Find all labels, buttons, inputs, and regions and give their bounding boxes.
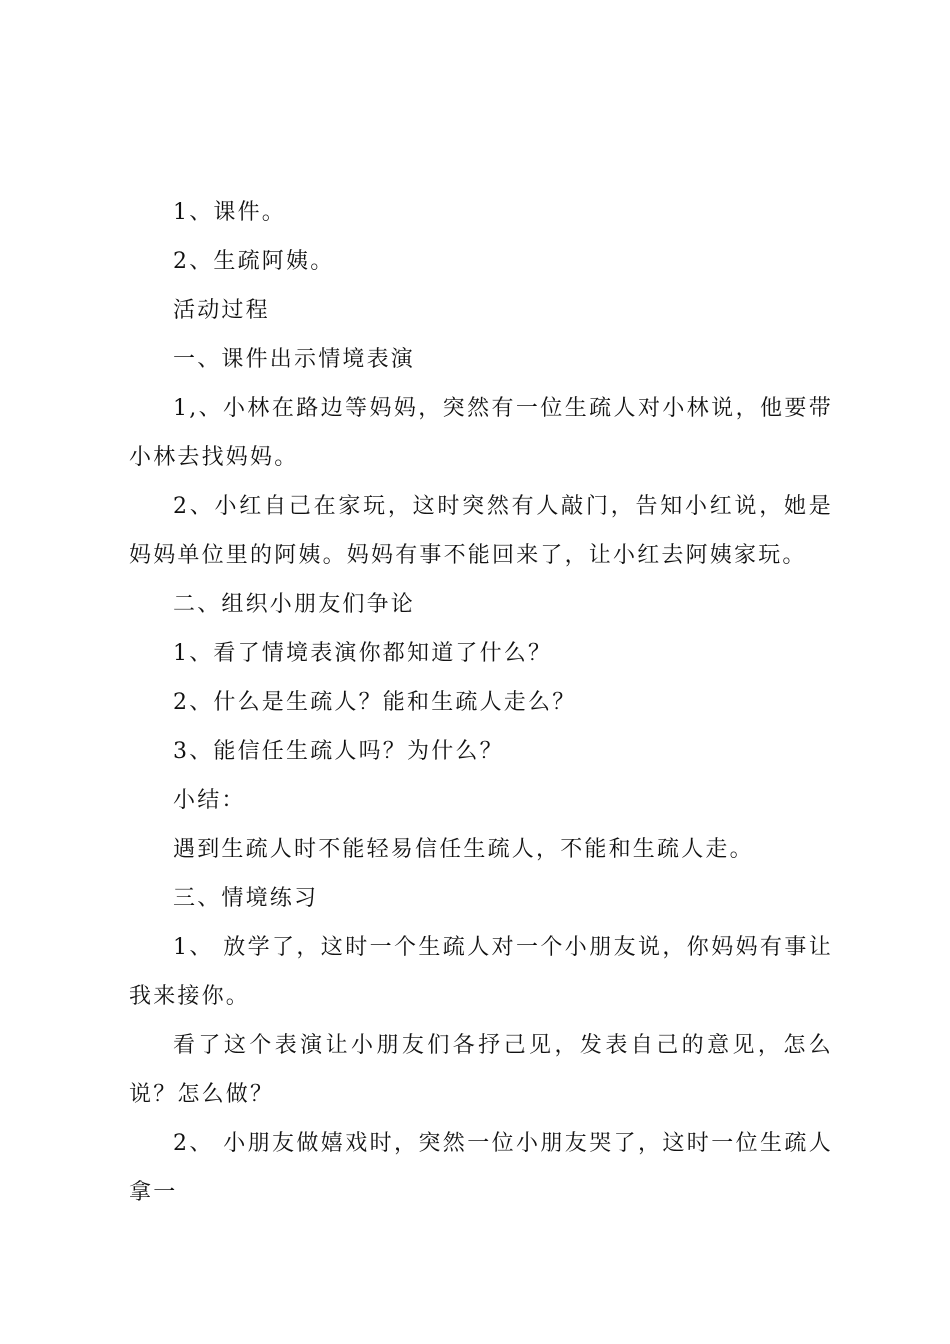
paragraph-practice-2: 2、 小朋友做嬉戏时，突然一位小朋友哭了，这时一位生疏人拿一 <box>129 1131 833 1205</box>
paragraph-materials-2: 2、生疏阿姨。 <box>173 249 335 274</box>
paragraph-practice-discussion: 看了这个表演让小朋友们各抒己见，发表自己的意见，怎么说？怎么做？ <box>129 1033 833 1107</box>
paragraph-question-3: 3、能信任生疏人吗？为什么？ <box>173 739 504 764</box>
paragraph-summary: 遇到生疏人时不能轻易信任生疏人，不能和生疏人走。 <box>173 837 754 862</box>
heading-section-1: 一、课件出示情境表演 <box>173 347 416 372</box>
heading-section-3: 三、情境练习 <box>173 886 319 911</box>
paragraph-scene-1: 1,、小林在路边等妈妈，突然有一位生疏人对小林说，他要带小林去找妈妈。 <box>129 396 833 470</box>
paragraph-practice-1: 1、 放学了，这时一个生疏人对一个小朋友说，你妈妈有事让我来接你。 <box>129 935 833 1009</box>
paragraph-materials-1: 1、课件。 <box>173 200 286 225</box>
document-body <box>129 188 833 1217</box>
heading-activity-process: 活动过程 <box>173 298 270 323</box>
paragraph-question-1: 1、看了情境表演你都知道了什么？ <box>173 641 553 666</box>
paragraph-scene-2: 2、小红自己在家玩，这时突然有人敲门，告知小红说，她是妈妈单位里的阿姨。妈妈有事不能回来了，让小红去阿姨家玩。 <box>129 494 833 568</box>
paragraph-question-2: 2、什么是生疏人？能和生疏人走么？ <box>173 690 577 715</box>
heading-section-2: 二、组织小朋友们争论 <box>173 592 416 617</box>
paragraph-summary-label: 小结： <box>173 788 246 813</box>
